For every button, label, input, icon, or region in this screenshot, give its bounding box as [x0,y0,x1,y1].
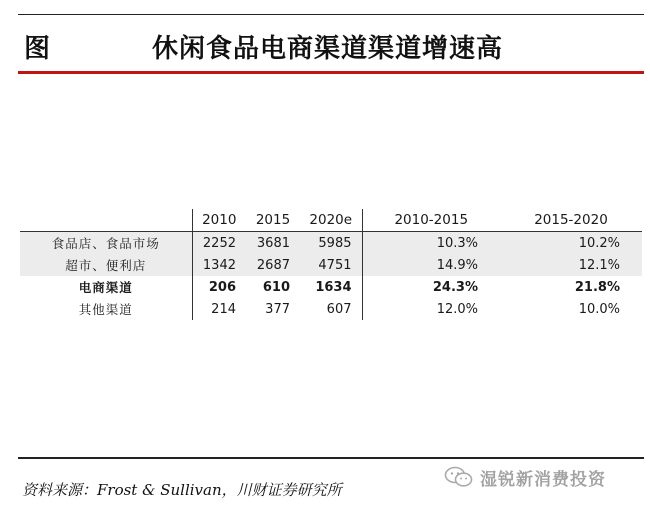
table-header-row [20,209,642,232]
cell-2010: 214 [192,298,246,320]
cell-2015: 610 [262,279,290,295]
cell-cagr-2: 10.0% [578,301,620,317]
cell-cagr-1: 14.9% [362,254,500,276]
cell-2010: 2252 [192,232,246,255]
row-name: 超市、便利店 [20,254,192,276]
cell-cagr-2: 10.2% [500,232,642,255]
top-rule [18,14,644,15]
cell-2020e: 1634 [315,279,352,295]
source-note: 资料来源：Frost & Sullivan，川财证券研究所 [22,481,342,499]
figure-title: 休闲食品电商渠道渠道增速高 [152,34,504,64]
cell-cagr-2: 21.8% [574,279,620,295]
header-name [20,209,192,232]
figure-header [18,26,644,66]
channel-growth-table [20,209,642,320]
figure-label: 图 [24,34,51,64]
cell-cagr-1: 24.3% [362,276,500,298]
header-cagr-2010-2015: 2010-2015 [362,209,500,232]
cell-cagr-1: 10.3% [362,232,500,255]
row-name: 食品店、食品市场 [20,232,192,255]
cell-2015: 377 [265,301,290,317]
cell-2020e: 5985 [300,232,362,255]
title-underline [18,71,644,74]
header-2020e: 2020e [300,209,362,232]
cell-2015: 3681 [246,232,300,255]
header-2010: 2010 [192,209,246,232]
header-2015: 2015 [246,209,300,232]
watermark [444,463,606,491]
cell-2020e: 607 [326,301,352,317]
row-name: 电商渠道 [78,280,133,295]
row-name: 其他渠道 [78,302,133,317]
cell-cagr-1: 12.0% [362,298,500,320]
bottom-rule [18,457,644,459]
table-row [20,254,642,276]
cell-2010: 206 [192,276,246,298]
cell-2020e: 4751 [300,254,362,276]
cell-cagr-2: 12.1% [500,254,642,276]
cell-2015: 2687 [246,254,300,276]
wechat-icon [444,465,474,489]
cell-2010: 1342 [192,254,246,276]
table-row [20,232,642,255]
table-row [20,276,642,298]
table-row [20,298,642,320]
watermark-text: 湿锐新消费投资 [480,469,606,490]
header-cagr-2015-2020: 2015-2020 [500,209,642,232]
